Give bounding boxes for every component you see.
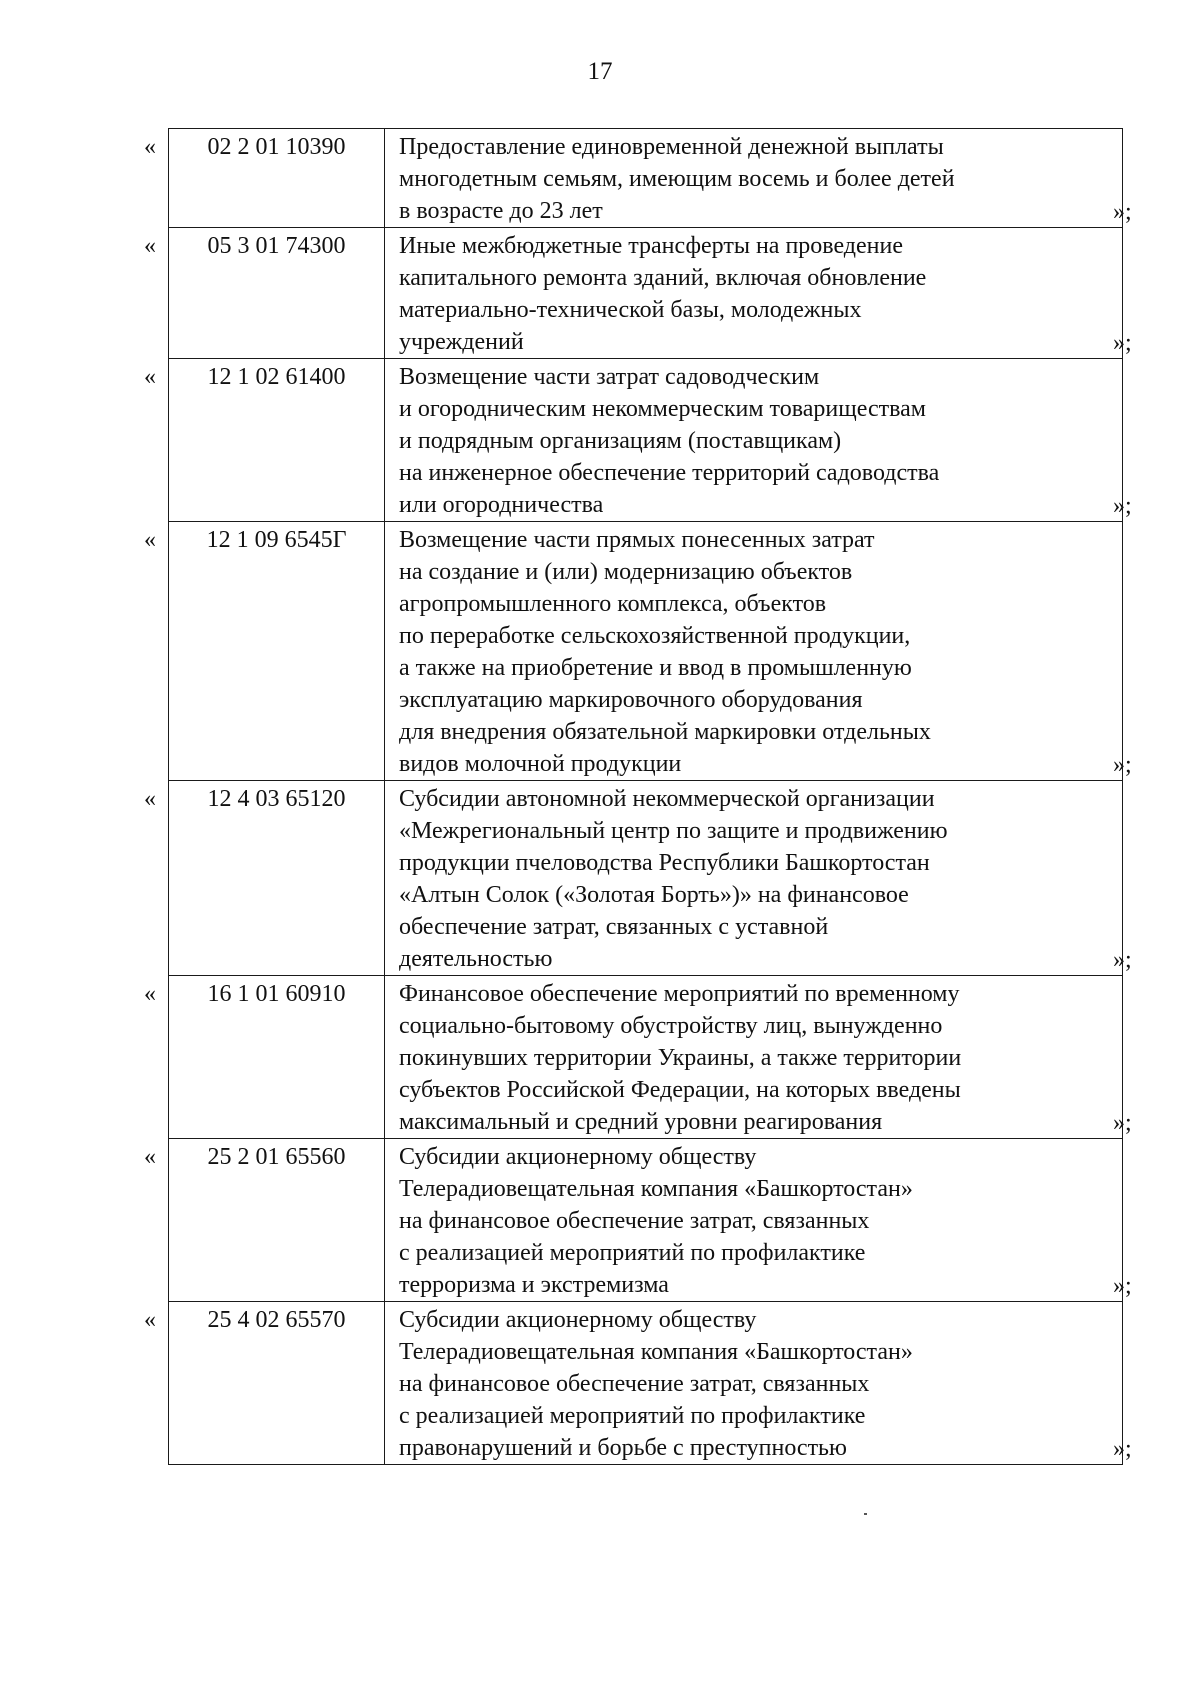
- open-quote-mark: «: [144, 526, 156, 553]
- description-line: субъектов Российской Федерации, на которых введены: [399, 1077, 961, 1103]
- description-line: Субсидии акционерному обществу: [399, 1307, 757, 1333]
- description-line: Иные межбюджетные трансферты на проведение: [399, 233, 904, 259]
- budget-code-cell: 16 1 01 60910: [169, 976, 385, 1139]
- description-line: Возмещение части прямых понесенных затрат: [399, 527, 875, 553]
- budget-codes-table: [168, 128, 1123, 1465]
- open-quote-mark: «: [144, 232, 156, 259]
- description-line: капитального ремонта зданий, включая обновление: [399, 265, 927, 291]
- table-body: [169, 129, 1123, 1465]
- description-line: видов молочной продукции: [399, 751, 682, 777]
- description-line: в возрасте до 23 лет: [399, 198, 603, 224]
- description-line: Телерадиовещательная компания «Башкортостан»: [399, 1176, 913, 1202]
- close-quote-mark: »;: [1113, 198, 1132, 225]
- description-cell: [385, 359, 1123, 522]
- description-line: и огородническим некоммерческим товариществам: [399, 396, 926, 422]
- open-quote-mark: «: [144, 363, 156, 390]
- description-line: материально-технической базы, молодежных: [399, 297, 862, 323]
- description-line: Возмещение части затрат садоводческим: [399, 364, 820, 390]
- description-line: на инженерное обеспечение территорий садоводства: [399, 460, 940, 486]
- description-line: Финансовое обеспечение мероприятий по временному: [399, 981, 960, 1007]
- description-cell: [385, 781, 1123, 976]
- close-quote-mark: »;: [1113, 946, 1132, 973]
- description-line: на финансовое обеспечение затрат, связанных: [399, 1208, 870, 1234]
- table-row: [169, 228, 1123, 359]
- close-quote-mark: »;: [1113, 1109, 1132, 1136]
- description-line: многодетным семьям, имеющим восемь и более детей: [399, 166, 955, 192]
- budget-code-cell: 02 2 01 10390: [169, 129, 385, 228]
- open-quote-mark: «: [144, 785, 156, 812]
- description-line: максимальный и средний уровни реагирования: [399, 1109, 883, 1135]
- description-cell: [385, 1139, 1123, 1302]
- description-line: для внедрения обязательной маркировки отдельных: [399, 719, 931, 745]
- open-quote-mark: «: [144, 133, 156, 160]
- close-quote-mark: »;: [1113, 329, 1132, 356]
- description-line: по переработке сельскохозяйственной продукции,: [399, 623, 911, 649]
- description-cell: [385, 228, 1123, 359]
- close-quote-mark: »;: [1113, 492, 1132, 519]
- description-line: социально-бытовому обустройству лиц, вынужденно: [399, 1013, 943, 1039]
- description-line: Предоставление единовременной денежной выплаты: [399, 134, 944, 160]
- description-line: «Межрегиональный центр по защите и продвижению: [399, 818, 948, 844]
- budget-code-cell: 05 3 01 74300: [169, 228, 385, 359]
- budget-code-cell: 25 2 01 65560: [169, 1139, 385, 1302]
- open-quote-mark: «: [144, 1306, 156, 1333]
- scan-speck: [864, 1513, 867, 1515]
- budget-code-cell: 25 4 02 65570: [169, 1302, 385, 1465]
- description-line: продукции пчеловодства Республики Башкортостан: [399, 850, 930, 876]
- close-quote-mark: »;: [1113, 1435, 1132, 1462]
- description-cell: [385, 522, 1123, 781]
- table-row: [169, 522, 1123, 781]
- budget-code-cell: 12 1 02 61400: [169, 359, 385, 522]
- budget-code-cell: 12 4 03 65120: [169, 781, 385, 976]
- description-line: «Алтын Солок («Золотая Борть»)» на финансовое: [399, 882, 909, 908]
- open-quote-mark: «: [144, 1143, 156, 1170]
- open-quote-mark: «: [144, 980, 156, 1007]
- description-line: и подрядным организациям (поставщикам): [399, 428, 842, 454]
- table-row: [169, 359, 1123, 522]
- description-line: Субсидии автономной некоммерческой организации: [399, 786, 935, 812]
- description-line: или огородничества: [399, 492, 604, 518]
- description-line: деятельностью: [399, 946, 553, 972]
- description-line: правонарушений и борьбе с преступностью: [399, 1435, 847, 1461]
- description-cell: [385, 976, 1123, 1139]
- description-line: а также на приобретение и ввод в промышленную: [399, 655, 912, 681]
- description-line: эксплуатацию маркировочного оборудования: [399, 687, 863, 713]
- close-quote-mark: »;: [1113, 1272, 1132, 1299]
- budget-code-cell: 12 1 09 6545Г: [169, 522, 385, 781]
- table-row: [169, 1302, 1123, 1465]
- description-line: обеспечение затрат, связанных с уставной: [399, 914, 829, 940]
- description-line: Субсидии акционерному обществу: [399, 1144, 757, 1170]
- description-line: Телерадиовещательная компания «Башкортостан»: [399, 1339, 913, 1365]
- description-line: с реализацией мероприятий по профилактике: [399, 1403, 866, 1429]
- table-row: [169, 1139, 1123, 1302]
- description-line: на создание и (или) модернизацию объектов: [399, 559, 853, 585]
- table-row: [169, 129, 1123, 228]
- description-line: учреждений: [399, 329, 524, 355]
- table-row: [169, 781, 1123, 976]
- page-number: 17: [587, 58, 613, 85]
- description-line: с реализацией мероприятий по профилактике: [399, 1240, 866, 1266]
- table-row: [169, 976, 1123, 1139]
- description-line: агропромышленного комплекса, объектов: [399, 591, 827, 617]
- close-quote-mark: »;: [1113, 751, 1132, 778]
- description-cell: [385, 1302, 1123, 1465]
- description-line: на финансовое обеспечение затрат, связанных: [399, 1371, 870, 1397]
- description-line: терроризма и экстремизма: [399, 1272, 669, 1298]
- description-line: покинувших территории Украины, а также территории: [399, 1045, 962, 1071]
- description-cell: [385, 129, 1123, 228]
